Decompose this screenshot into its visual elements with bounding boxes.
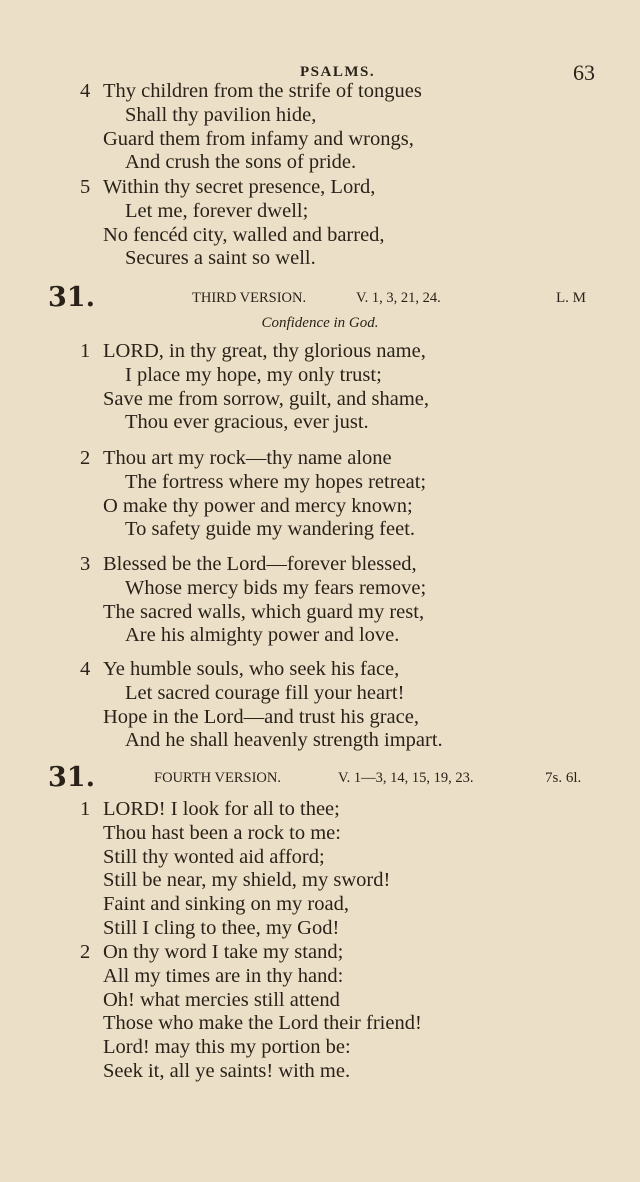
stanza (80, 553, 426, 648)
verse-line (80, 917, 390, 941)
verse-text: Thy children from the strife of tongues (103, 80, 422, 102)
verse-line (80, 869, 390, 893)
verse-line (80, 104, 422, 128)
verse-text: Those who make the Lord their friend! (103, 1012, 422, 1035)
stanza-number: 4 (80, 658, 91, 680)
verse-text: Save me from sorrow, guilt, and shame, (103, 387, 430, 410)
verse-text: Oh! what mercies still attend (103, 988, 340, 1011)
stanza-number: 1 (80, 340, 91, 362)
verse-text: Faint and sinking on my road, (103, 893, 349, 916)
verse-line (80, 128, 422, 152)
verse-text: Whose mercy bids my fears remove; (125, 576, 427, 599)
verse-text: Seek it, all ye saints! with me. (103, 1059, 351, 1082)
stanza-number: 3 (80, 553, 91, 575)
verse-line (80, 706, 443, 730)
stanza-number: 2 (80, 447, 91, 469)
verse-reference: V. 1, 3, 21, 24. (356, 290, 441, 306)
verse-line (80, 577, 426, 601)
verse-line (80, 798, 390, 822)
stanza (80, 941, 422, 1084)
verse-line (80, 388, 429, 412)
verse-line (80, 553, 426, 577)
meter: 7s. 6l. (545, 770, 582, 786)
verse-line (80, 495, 426, 519)
verse-line (80, 624, 426, 648)
stanza (80, 447, 426, 542)
stanza-number: 4 (80, 80, 91, 102)
verse-text: Still I cling to thee, my God! (103, 916, 340, 939)
verse-line (80, 989, 422, 1013)
verse-text: Thou hast been a rock to me: (103, 821, 341, 844)
version-label: THIRD VERSION. (192, 290, 307, 306)
verse-text: Lord! may this my portion be: (103, 1036, 351, 1059)
psalm-number: 31. (48, 282, 95, 313)
psalm-heading-third (0, 282, 640, 312)
verse-line (80, 682, 443, 706)
verse-line (80, 729, 443, 753)
verse-text: And crush the sons of pride. (125, 151, 357, 174)
verse-line (80, 224, 385, 248)
verse-text: And he shall heavenly strength impart. (125, 729, 443, 752)
verse-text: The fortress where my hopes retreat; (125, 470, 427, 493)
verse-text: The sacred walls, which guard my rest, (103, 600, 425, 623)
verse-text: Secures a saint so well. (125, 247, 316, 270)
verse-line (80, 965, 422, 989)
verse-line (80, 1060, 422, 1084)
verse-text: Thou art my rock—thy name alone (103, 447, 392, 469)
stanza (80, 176, 385, 271)
version-label: FOURTH VERSION. (154, 770, 281, 786)
verse-text: LORD! I look for all to thee; (103, 798, 340, 820)
verse-line (80, 1012, 422, 1036)
verse-text: LORD, in thy great, thy glorious name, (103, 340, 426, 362)
verse-line (80, 80, 422, 104)
verse-text: No fencéd city, walled and barred, (103, 223, 385, 246)
stanza (80, 340, 429, 435)
verse-line (80, 471, 426, 495)
verse-line (80, 247, 385, 271)
verse-line (80, 151, 422, 175)
verse-text: Still thy wonted aid afford; (103, 845, 325, 868)
meter: L. M (556, 290, 586, 306)
verse-text: To safety guide my wandering feet. (125, 518, 416, 541)
verse-text: Blessed be the Lord—forever blessed, (103, 553, 417, 575)
verse-line (80, 411, 429, 435)
psalm-number: 31. (48, 762, 95, 793)
verse-line (80, 364, 429, 388)
verse-text: Let sacred courage fill your heart! (125, 681, 405, 704)
stanza (80, 798, 390, 941)
stanza (80, 658, 443, 753)
verse-text: On thy word I take my stand; (103, 941, 344, 963)
verse-line (80, 176, 385, 200)
verse-reference: V. 1—3, 14, 15, 19, 23. (338, 770, 474, 786)
verse-text: Within thy secret presence, Lord, (103, 176, 376, 198)
verse-line (80, 941, 422, 965)
verse-text: Hope in the Lord—and trust his grace, (103, 705, 419, 728)
stanza-number: 5 (80, 176, 91, 198)
verse-line (80, 846, 390, 870)
verse-line (80, 601, 426, 625)
verse-text: O make thy power and mercy known; (103, 494, 413, 517)
verse-text: Guard them from infamy and wrongs, (103, 127, 414, 150)
verse-text: Still be near, my shield, my sword! (103, 869, 391, 892)
running-title: PSALMS. (300, 64, 376, 80)
page-number: 63 (573, 60, 595, 85)
verse-text: Shall thy pavilion hide, (125, 103, 317, 126)
verse-line (80, 200, 385, 224)
verse-text: Ye humble souls, who seek his face, (103, 658, 400, 680)
verse-line (80, 822, 390, 846)
stanza-number: 2 (80, 941, 91, 963)
verse-text: Let me, forever dwell; (125, 199, 309, 222)
verse-text: Are his almighty power and love. (125, 624, 400, 647)
psalm-heading-fourth (0, 762, 640, 792)
verse-text: Thou ever gracious, ever just. (125, 411, 369, 434)
verse-line (80, 518, 426, 542)
verse-line (80, 340, 429, 364)
verse-text: All my times are in thy hand: (103, 964, 344, 987)
verse-text: I place my hope, my only trust; (125, 363, 382, 386)
hymn-subtitle: Confidence in God. (261, 315, 379, 331)
verse-line (80, 447, 426, 471)
verse-line (80, 893, 390, 917)
stanza-number: 1 (80, 798, 91, 820)
verse-line (80, 1036, 422, 1060)
stanza (80, 80, 422, 175)
verse-line (80, 658, 443, 682)
